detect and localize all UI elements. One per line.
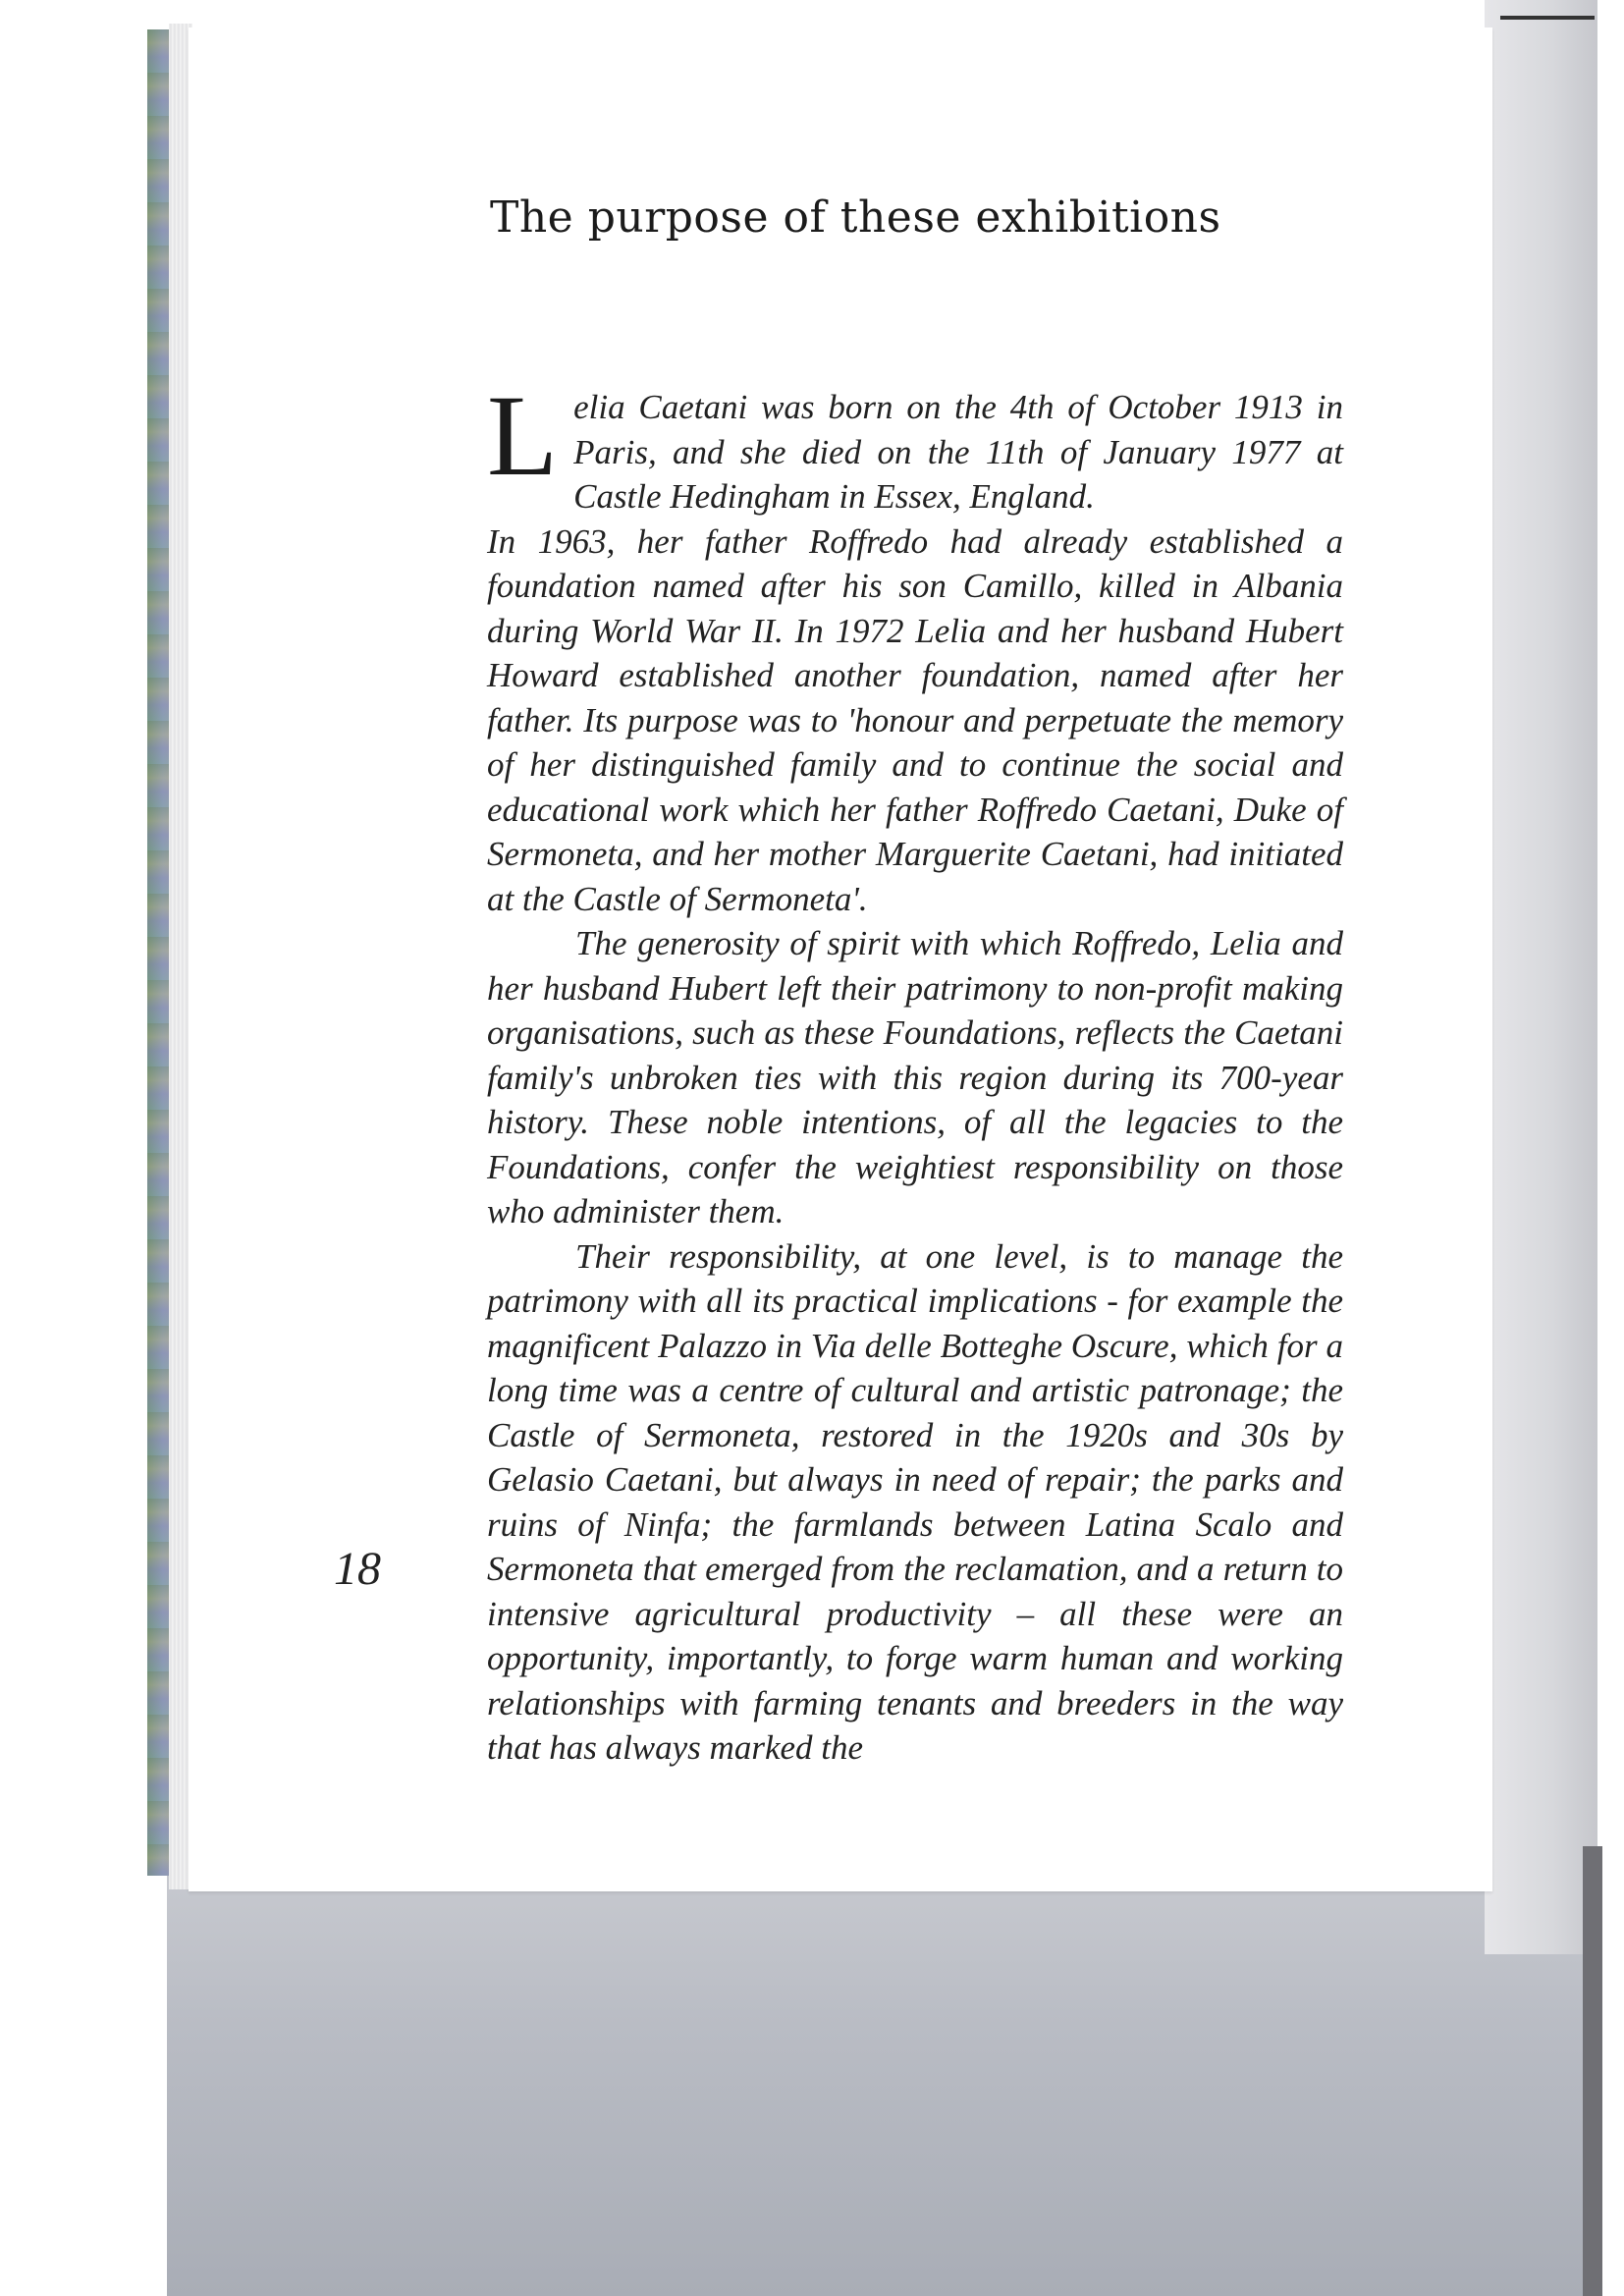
paragraph-1 <box>487 371 1343 519</box>
scanner-shadow-right <box>1485 0 1597 1954</box>
paragraph-2: In 1963, her father Roffredo had already established a foundation named after his son Camillo, killed in Albania during World War II. In 1972 Lelia and her husband Hubert Howard established another foundation, named after her father. Its purpose was to 'honour and perpetuate the memory of her distinguished family and to continue the social and educational work which her father Roffredo Caetani, Duke of Sermoneta, and her mother Marguerite Caetani, had initiated at the Castle of Sermoneta'. <box>487 521 1343 918</box>
paragraph-3: The generosity of spirit with which Roffredo, Lelia and her husband Hubert left their patrimony to non-profit making organisations, such as these Foundations, reflects the Caetani family's unbroken ties with this region during its 700-year history. These noble intentions, of all the legacies to the Foundations, confer the weightiest responsibility on those who administer them. <box>487 924 1343 1230</box>
paragraph-4: Their responsibility, at one level, is to manage the patrimony with all its practical implications - for example the magnificent Palazzo in Via delle Botteghe Oscure, which for a long time was a centre of cultural and artistic patronage; the Castle of Sermoneta, restored in the 1920s and 30s by Gelasio Caetani, but always in need of repair; the parks and ruins of Ninfa; the farmlands between Latina Scalo and Sermoneta that emerged from the reclamation, and a return to intensive agricultural productivity – all these were an opportunity, importantly, to forge warm human and working relationships with farming tenants and breeders in the way that has always marked the <box>487 1236 1343 1767</box>
page-title: The purpose of these exhibitions <box>490 192 1221 243</box>
scanner-top-rule <box>1500 16 1595 20</box>
drop-cap: L <box>487 371 559 500</box>
scanner-edge-strip <box>1583 1846 1602 2296</box>
body-text <box>487 371 1343 1771</box>
paragraph-1-text: elia Caetani was born on the 4th of October 1913 in Paris, and she died on the 11th of January 1977 at Castle Hedingham in Essex, England. <box>573 388 1343 516</box>
scanner-shadow-bottom <box>167 1846 1595 2296</box>
page-number: 18 <box>334 1543 381 1595</box>
